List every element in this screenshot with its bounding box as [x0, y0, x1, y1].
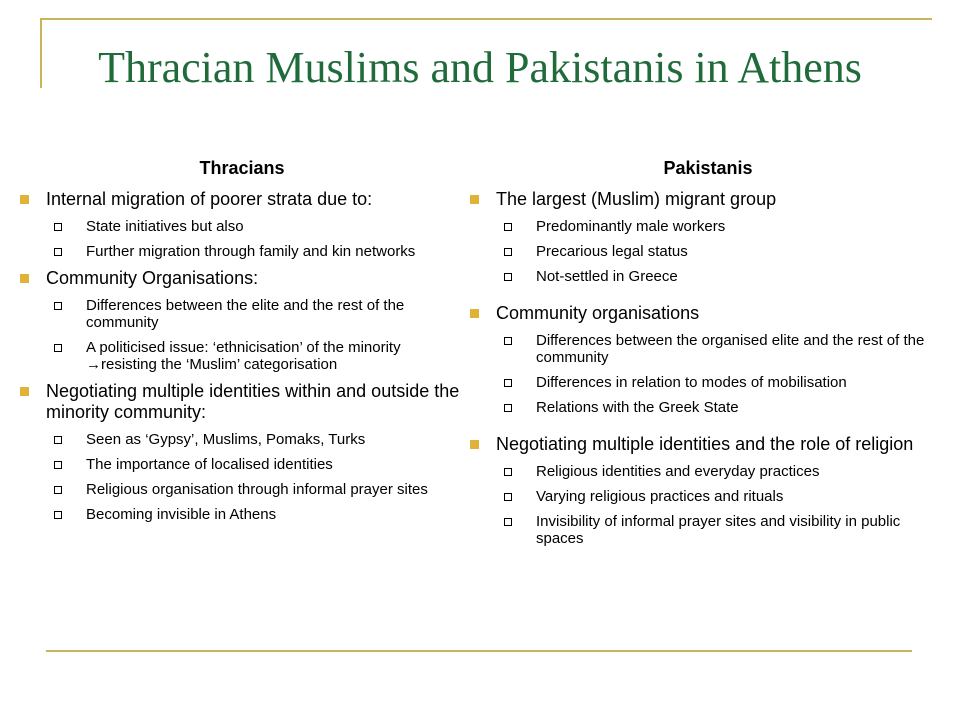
left-sub-bullet: Further migration through family and kin networks [18, 243, 466, 260]
box-bullet-icon [54, 223, 62, 231]
frame-top-line [40, 18, 932, 20]
box-bullet-icon [54, 486, 62, 494]
box-bullet-icon [504, 337, 512, 345]
left-sub-bullet: Differences between the elite and the rest of the community [18, 297, 466, 331]
box-bullet-icon [54, 436, 62, 444]
right-sub-bullet: Varying religious practices and rituals [468, 488, 948, 505]
left-sub-bullet: The importance of localised identities [18, 456, 466, 473]
spacer [468, 293, 948, 303]
square-bullet-icon [470, 195, 479, 204]
left-sub-bullet: Seen as ‘Gypsy’, Muslims, Pomaks, Turks [18, 431, 466, 448]
right-column [468, 158, 948, 555]
left-sub-bullet: State initiatives but also [18, 218, 466, 235]
left-column [18, 158, 466, 531]
box-bullet-icon [54, 344, 62, 352]
frame-left-line [40, 18, 42, 88]
left-bullet-1: Internal migration of poorer strata due to: [18, 189, 466, 210]
square-bullet-icon [20, 195, 29, 204]
right-sub-bullet: Invisibility of informal prayer sites and visibility in public spaces [468, 513, 948, 547]
frame-bottom-line [46, 650, 912, 652]
box-bullet-icon [504, 379, 512, 387]
square-bullet-icon [470, 440, 479, 449]
box-bullet-icon [504, 223, 512, 231]
right-sub-bullet: Predominantly male workers [468, 218, 948, 235]
right-sub-bullet: Religious identities and everyday practices [468, 463, 948, 480]
left-sub-bullet: A politicised issue: ‘ethnicisation’ of the minority →resisting the ‘Muslim’ categorisation [18, 339, 466, 373]
right-sub-bullet: Not-settled in Greece [468, 268, 948, 285]
left-bullet-3: Negotiating multiple identities within and outside the minority community: [18, 381, 466, 423]
box-bullet-icon [54, 511, 62, 519]
right-sub-bullet: Differences in relation to modes of mobilisation [468, 374, 948, 391]
right-sub-bullet: Differences between the organised elite and the rest of the community [468, 332, 948, 366]
left-sub-bullet: Religious organisation through informal prayer sites [18, 481, 466, 498]
right-sub-bullet: Relations with the Greek State [468, 399, 948, 416]
right-bullet-2: Community organisations [468, 303, 948, 324]
right-bullet-1: The largest (Muslim) migrant group [468, 189, 948, 210]
right-bullet-3: Negotiating multiple identities and the role of religion [468, 434, 948, 455]
right-column-heading: Pakistanis [663, 158, 753, 178]
box-bullet-icon [504, 404, 512, 412]
square-bullet-icon [20, 387, 29, 396]
box-bullet-icon [504, 493, 512, 501]
spacer [468, 424, 948, 434]
box-bullet-icon [504, 248, 512, 256]
slide-title: Thracian Muslims and Pakistanis in Athens [98, 43, 862, 92]
box-bullet-icon [504, 273, 512, 281]
box-bullet-icon [504, 468, 512, 476]
box-bullet-icon [54, 248, 62, 256]
box-bullet-icon [54, 302, 62, 310]
left-column-heading: Thracians [199, 158, 285, 178]
left-bullet-2: Community Organisations: [18, 268, 466, 289]
square-bullet-icon [20, 274, 29, 283]
square-bullet-icon [470, 309, 479, 318]
right-sub-bullet: Precarious legal status [468, 243, 948, 260]
box-bullet-icon [504, 518, 512, 526]
left-sub-bullet: Becoming invisible in Athens [18, 506, 466, 523]
box-bullet-icon [54, 461, 62, 469]
